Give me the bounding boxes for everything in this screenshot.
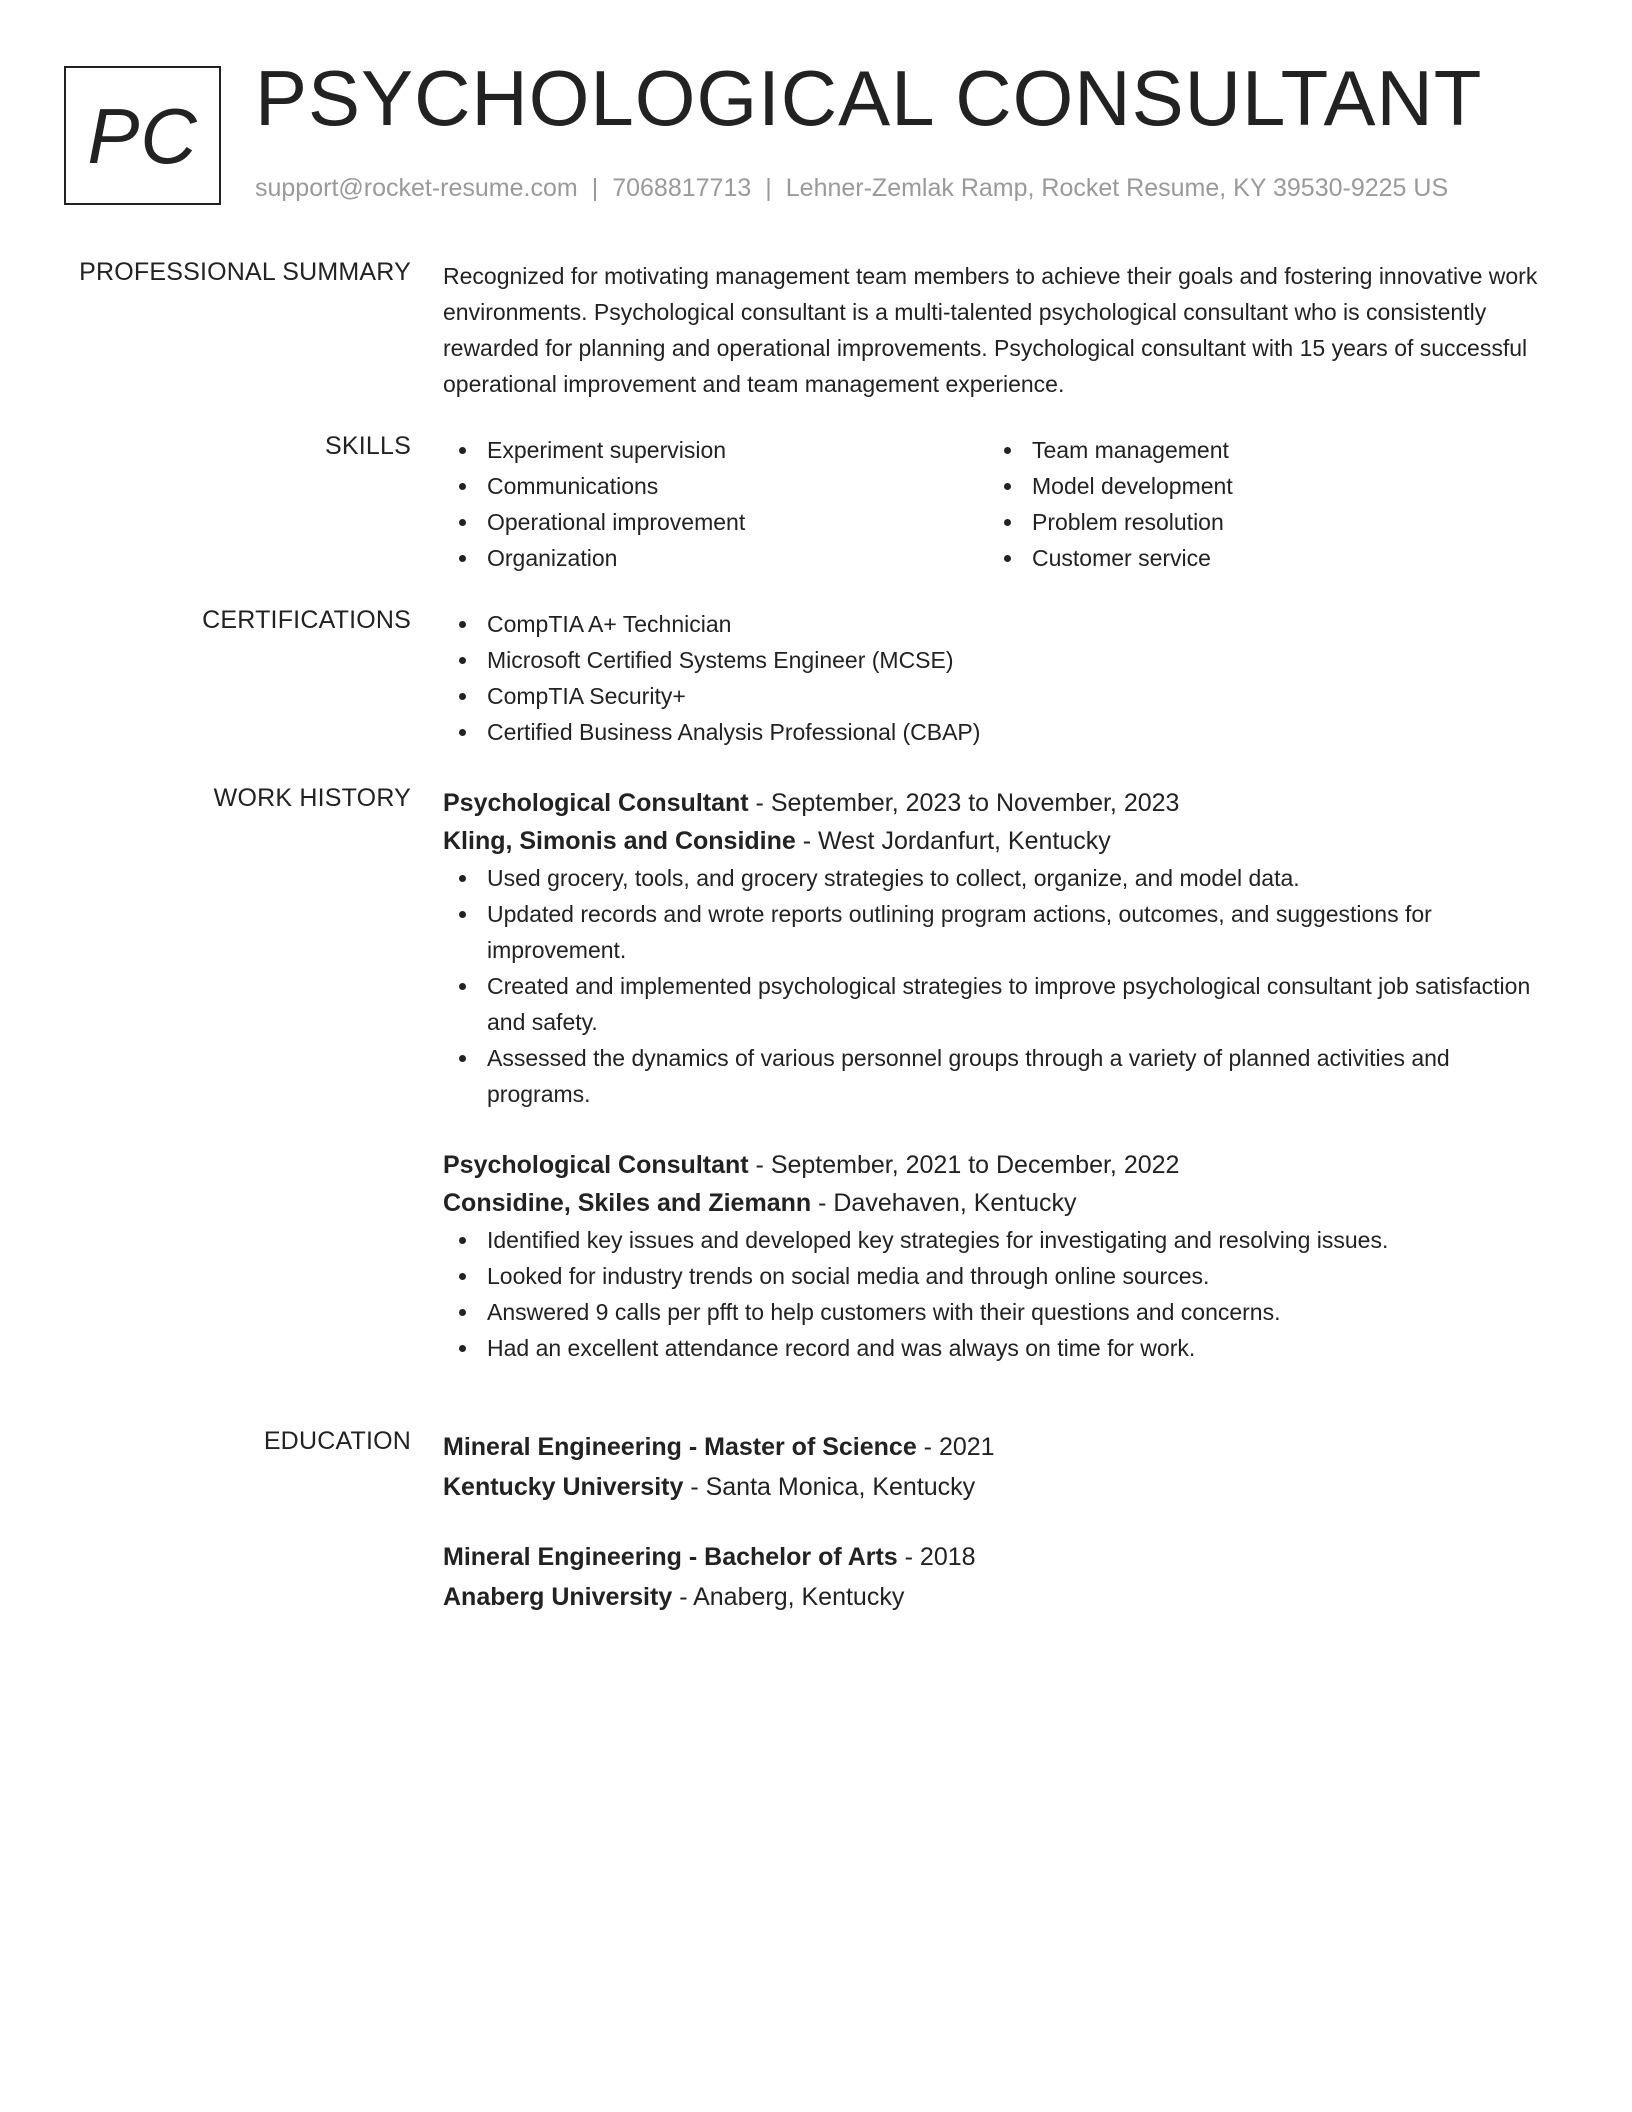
- section-heading-certifications: CERTIFICATIONS: [202, 606, 411, 634]
- job-duty-item: Looked for industry trends on social media and through online sources.: [443, 1258, 1543, 1294]
- section-heading-summary: PROFESSIONAL SUMMARY: [79, 258, 411, 286]
- skill-item: Model development: [988, 468, 1533, 504]
- skill-item: Team management: [988, 432, 1533, 468]
- contact-address: Lehner-Zemlak Ramp, Rocket Resume, KY 39530-9225 US: [785, 174, 1449, 202]
- education-entry: [443, 1537, 1543, 1617]
- education-school-line: [443, 1577, 1543, 1617]
- work-history-body: [443, 784, 1543, 1366]
- section-heading-education: EDUCATION: [263, 1427, 411, 1455]
- job-title-line: [443, 784, 1543, 822]
- contact-separator: |: [591, 174, 599, 202]
- skill-item: Operational improvement: [443, 504, 988, 540]
- job-entry: [443, 1146, 1543, 1366]
- skill-item: Communications: [443, 468, 988, 504]
- job-title: Psychological Consultant: [443, 789, 749, 817]
- job-company-line: [443, 822, 1543, 860]
- job-entry: [443, 784, 1543, 1112]
- job-duties-list: [443, 1222, 1543, 1366]
- skill-item: Organization: [443, 540, 988, 576]
- job-location: - West Jordanfurt, Kentucky: [795, 827, 1111, 855]
- education-body: [443, 1427, 1543, 1617]
- skills-list-left: [443, 432, 988, 576]
- skills-columns: [443, 432, 1543, 576]
- education-school-line: [443, 1467, 1543, 1507]
- page-title: PSYCHOLOGICAL CONSULTANT: [255, 54, 1483, 142]
- job-company-line: [443, 1184, 1543, 1222]
- education-degree-line: [443, 1427, 1543, 1467]
- education-degree: Mineral Engineering - Master of Science: [443, 1433, 917, 1461]
- education-degree: Mineral Engineering - Bachelor of Arts: [443, 1543, 898, 1571]
- education-degree-line: [443, 1537, 1543, 1577]
- job-duty-item: Assessed the dynamics of various personnel groups through a variety of planned activities and programs.: [443, 1040, 1543, 1112]
- summary-text: Recognized for motivating management team members to achieve their goals and fostering innovative work environments. Psychological consultant is a multi-talented psychological consultant who is consistently rewarded for planning and operational improvements. Psychological consultant with 15 years of successful operational improvement and team management experience.: [443, 263, 1538, 397]
- certification-item: Microsoft Certified Systems Engineer (MCSE): [443, 642, 1543, 678]
- job-title: Psychological Consultant: [443, 1151, 749, 1179]
- job-duty-item: Answered 9 calls per pfft to help customers with their questions and concerns.: [443, 1294, 1543, 1330]
- education-school: Anaberg University: [443, 1583, 673, 1611]
- section-heading-work-history: WORK HISTORY: [213, 784, 411, 812]
- job-duty-item: Updated records and wrote reports outlining program actions, outcomes, and suggestions for improvement.: [443, 896, 1543, 968]
- job-duty-item: Created and implemented psychological strategies to improve psychological consultant job satisfaction and safety.: [443, 968, 1543, 1040]
- job-company: Considine, Skiles and Ziemann: [443, 1189, 812, 1217]
- education-year: - 2021: [916, 1433, 995, 1461]
- skill-item: Customer service: [988, 540, 1533, 576]
- education-location: - Anaberg, Kentucky: [672, 1583, 905, 1611]
- contact-line: [255, 174, 1448, 203]
- skill-item: Problem resolution: [988, 504, 1533, 540]
- job-duty-item: Used grocery, tools, and grocery strategies to collect, organize, and model data.: [443, 860, 1543, 896]
- contact-separator: |: [765, 174, 772, 202]
- skill-item: Experiment supervision: [443, 432, 988, 468]
- job-dates: - September, 2023 to November, 2023: [748, 789, 1180, 817]
- certification-item: CompTIA Security+: [443, 678, 1543, 714]
- monogram-initials: PC: [87, 92, 198, 180]
- certification-item: Certified Business Analysis Professional (CBAP): [443, 714, 1543, 750]
- job-dates: - September, 2021 to December, 2022: [748, 1151, 1180, 1179]
- job-duty-item: Had an excellent attendance record and was always on time for work.: [443, 1330, 1543, 1366]
- skills-list-right: [988, 432, 1533, 576]
- section-heading-skills: SKILLS: [325, 432, 411, 460]
- job-title-line: [443, 1146, 1543, 1184]
- education-school: Kentucky University: [443, 1473, 684, 1501]
- job-duties-list: [443, 860, 1543, 1112]
- job-location: - Davehaven, Kentucky: [811, 1189, 1077, 1217]
- skills-body: [443, 432, 1543, 576]
- job-company: Kling, Simonis and Considine: [443, 827, 796, 855]
- education-entry: [443, 1427, 1543, 1507]
- job-duty-item: Identified key issues and developed key strategies for investigating and resolving issues.: [443, 1222, 1543, 1258]
- certifications-list: [443, 606, 1543, 750]
- certifications-body: [443, 606, 1543, 750]
- education-year: - 2018: [897, 1543, 976, 1571]
- monogram-box: [64, 66, 221, 205]
- certification-item: CompTIA A+ Technician: [443, 606, 1543, 642]
- contact-email: support@rocket-resume.com: [255, 174, 578, 202]
- contact-phone: 7068817713: [612, 174, 752, 202]
- education-location: - Santa Monica, Kentucky: [683, 1473, 976, 1501]
